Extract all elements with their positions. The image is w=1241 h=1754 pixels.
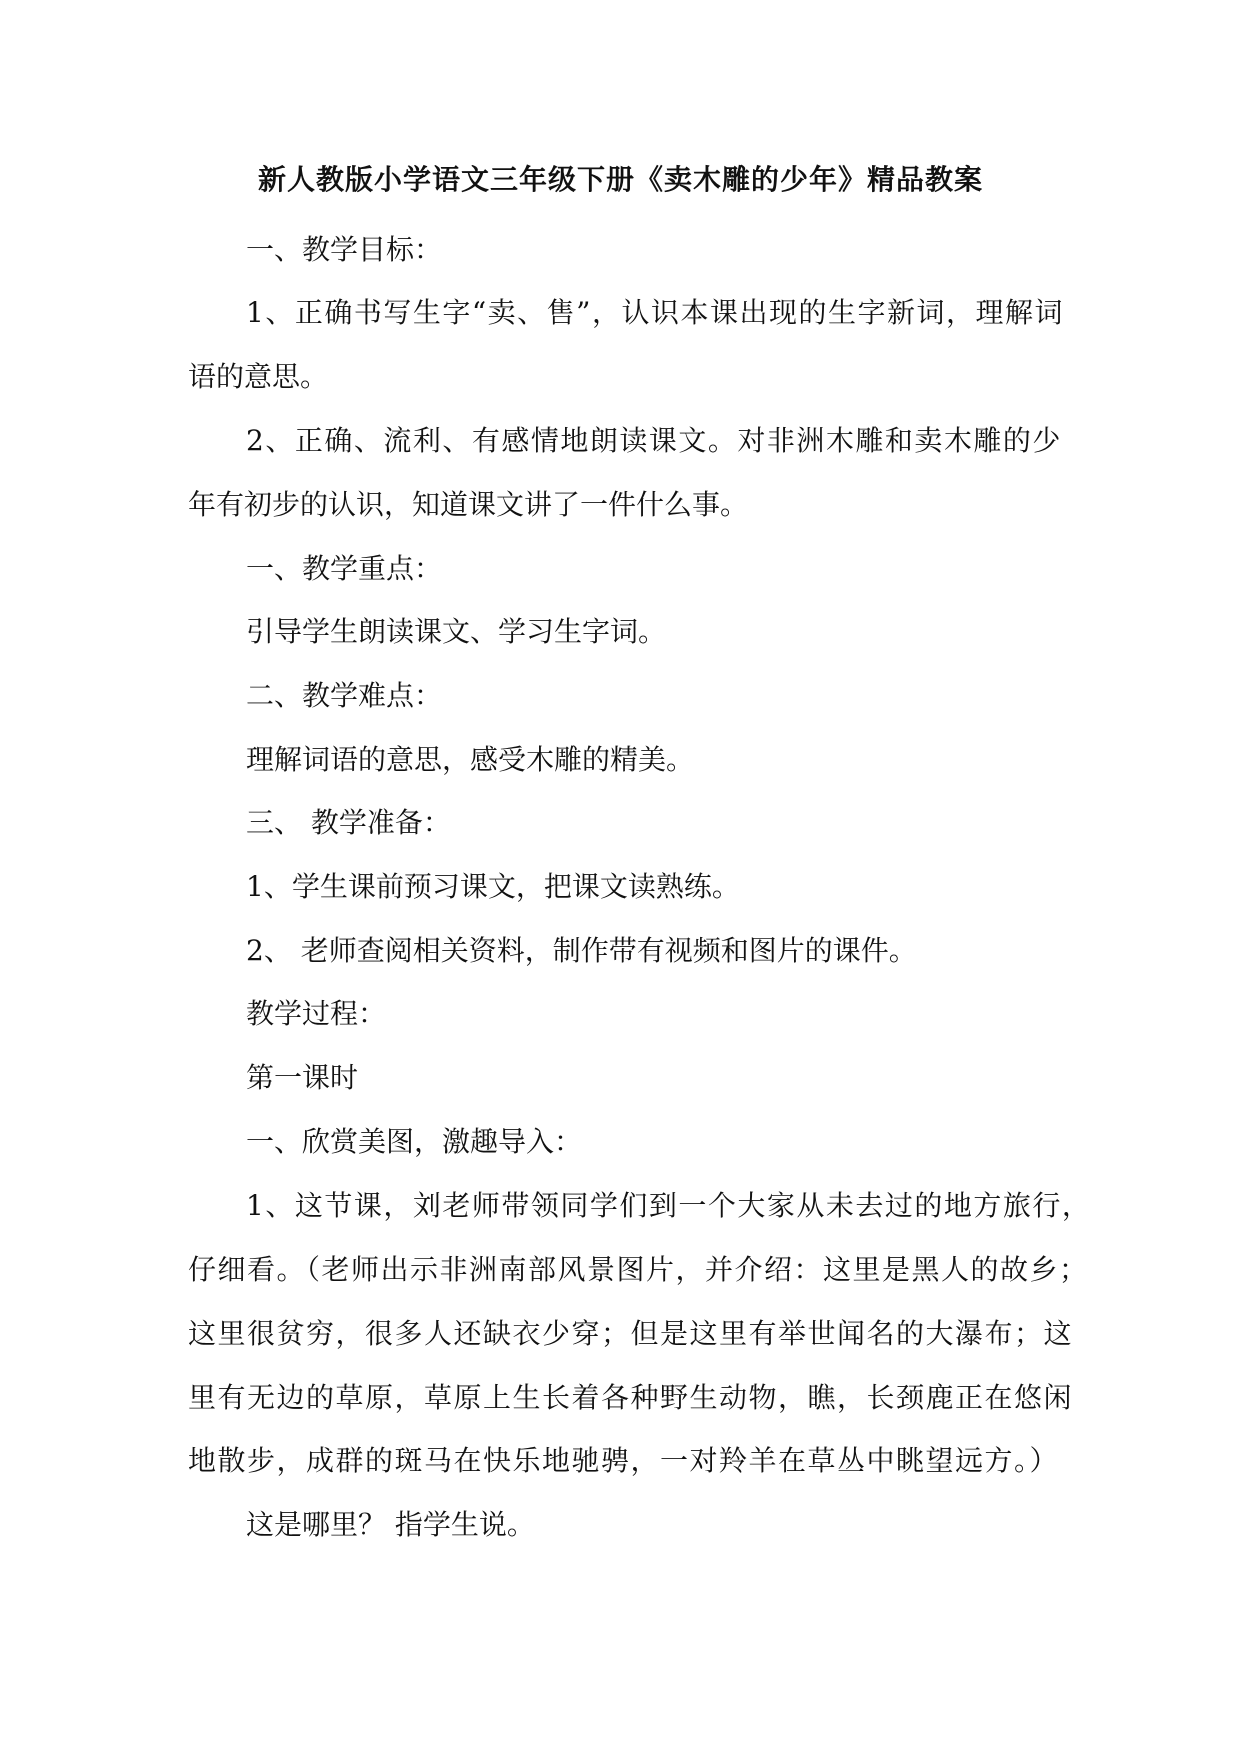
paragraph-line: 这里很贫穷，很多人还缺衣少穿；但是这里有举世闻名的大瀑布；这 — [188, 1317, 1074, 1350]
difficulties-text: 理解词语的意思，感受木雕的精美。 — [246, 743, 695, 776]
section-heading-process: 教学过程： — [246, 997, 387, 1030]
key-points-text: 引导学生朗读课文、学习生字词。 — [246, 615, 667, 648]
objective-1-line-1: 1、正确书写生字“卖、售”，认识本课出现的生字新词，理解词 — [246, 296, 1064, 329]
section-heading-preparation: 三、 教学准备： — [246, 806, 451, 839]
lesson-period-label: 第一课时 — [246, 1061, 359, 1094]
preparation-item-2: 2、 老师查阅相关资料，制作带有视频和图片的课件。 — [246, 934, 917, 967]
paragraph-line: 里有无边的草原，草原上生长着各种野生动物，瞧，长颈鹿正在悠闲 — [188, 1381, 1074, 1414]
document-title: 新人教版小学语文三年级下册《卖木雕的少年》精品教案 — [257, 163, 983, 196]
section-heading-key-points: 一、教学重点： — [246, 552, 443, 585]
step-heading-intro: 一、欣赏美图，激趣导入： — [246, 1125, 583, 1158]
paragraph-line: 仔细看。（老师出示非洲南部风景图片，并介绍：这里是黑人的故乡； — [188, 1253, 1089, 1286]
preparation-item-1: 1、学生课前预习课文，把课文读熟练。 — [246, 870, 740, 903]
paragraph-line: 地散步，成群的斑马在快乐地驰骋，一对羚羊在草丛中眺望远方。） — [188, 1444, 1060, 1477]
question-line: 这是哪里？ 指学生说。 — [246, 1508, 535, 1541]
objective-2-line-2: 年有初步的认识，知道课文讲了一件什么事。 — [188, 488, 749, 521]
paragraph-line: 1、这节课，刘老师带领同学们到一个大家从未去过的地方旅行， — [246, 1189, 1092, 1222]
section-heading-difficulties: 二、教学难点： — [246, 679, 443, 712]
objective-1-line-2: 语的意思。 — [188, 360, 329, 393]
section-heading-objectives: 一、教学目标： — [246, 233, 443, 266]
objective-2-line-1: 2、正确、流利、有感情地朗读课文。对非洲木雕和卖木雕的少 — [246, 424, 1062, 457]
